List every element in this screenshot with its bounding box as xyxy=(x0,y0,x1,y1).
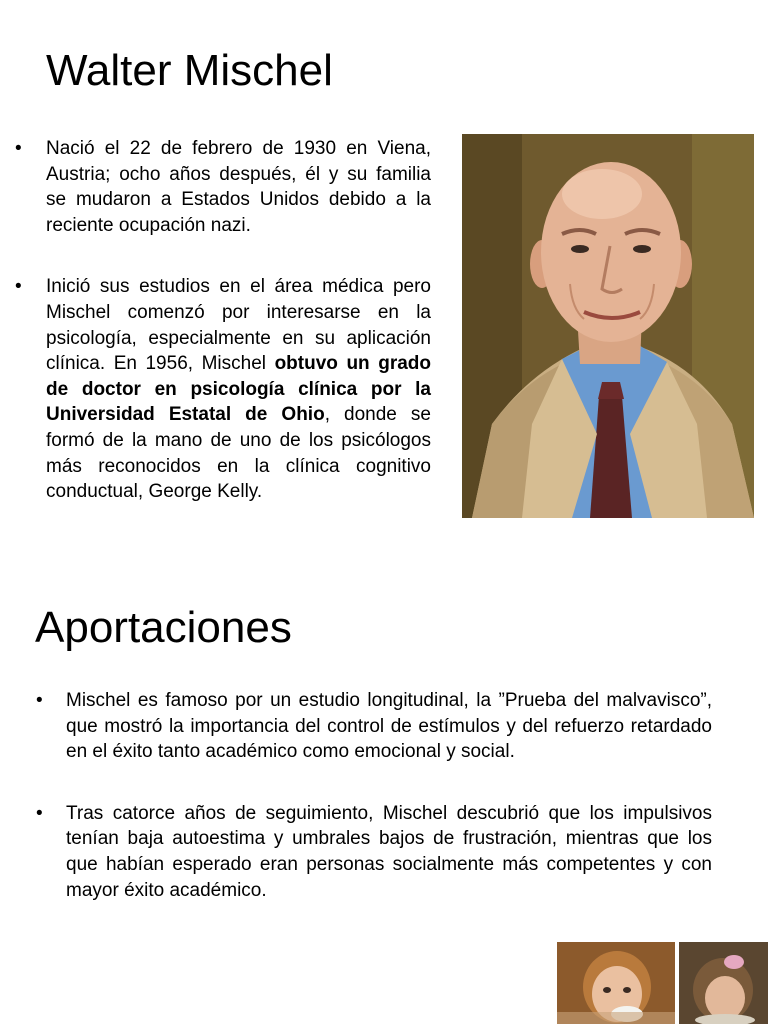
bio-bullet-bold-text: obtuvo un grado de doctor en psicología clínica por la Universidad Estatal de Ohio xyxy=(46,353,431,426)
contributions-bullet-item xyxy=(36,688,712,765)
child-marshmallow-photo xyxy=(557,942,675,1024)
contributions-bullet-text: Mischel es famoso por un estudio longitudinal, la ”Prueba del malvavisco”, que mostró la importancia del control de estímulos y del refuerzo retardado en el éxito tanto académico como emocional y social. xyxy=(66,690,712,763)
contributions-bullet-text: Tras catorce años de seguimiento, Mischel descubrió que los impulsivos tenían baja autoestima y umbrales bajos de frustración, mientras que los que habían esperado eran personas socialmente más competentes y con mayor éxito académico. xyxy=(66,802,712,901)
child-marshmallow-photo xyxy=(679,942,768,1024)
bio-bullet-text: Nació el 22 de febrero de 1930 en Viena, Austria; ocho años después, él y su familia se mudaron a Estados Unidos debido a la reciente ocupación nazi. xyxy=(46,138,431,236)
section-title-contributions: Aportaciones xyxy=(35,603,292,652)
walter-mischel-portrait xyxy=(462,134,754,518)
bullet-icon: • xyxy=(36,802,43,824)
child-photo-illustration xyxy=(557,942,675,1024)
portrait-illustration xyxy=(462,134,754,518)
bullet-icon: • xyxy=(36,690,43,711)
bio-bullet-text: , donde se formó de la mano de uno de los psicólogos más reconocidos en la clínica cognitivo conductual, George Kelly. xyxy=(46,404,431,503)
bio-bullet-item xyxy=(15,274,431,504)
bullet-icon: • xyxy=(15,276,22,298)
bio-bullet-text: Inició sus estudios en el área médica pero Mischel comenzó por interesarse en la psicología, especialmente en su aplicación clínica. En 1956, Mischel xyxy=(46,276,431,375)
child-photo-illustration xyxy=(679,942,768,1024)
contributions-bullet-item xyxy=(36,801,712,903)
bio-bullet-list xyxy=(15,136,431,505)
contributions-bullet-list xyxy=(36,688,712,903)
bio-bullet-item xyxy=(15,136,431,238)
bullet-icon: • xyxy=(15,138,22,159)
section-title-bio: Walter Mischel xyxy=(46,46,333,95)
